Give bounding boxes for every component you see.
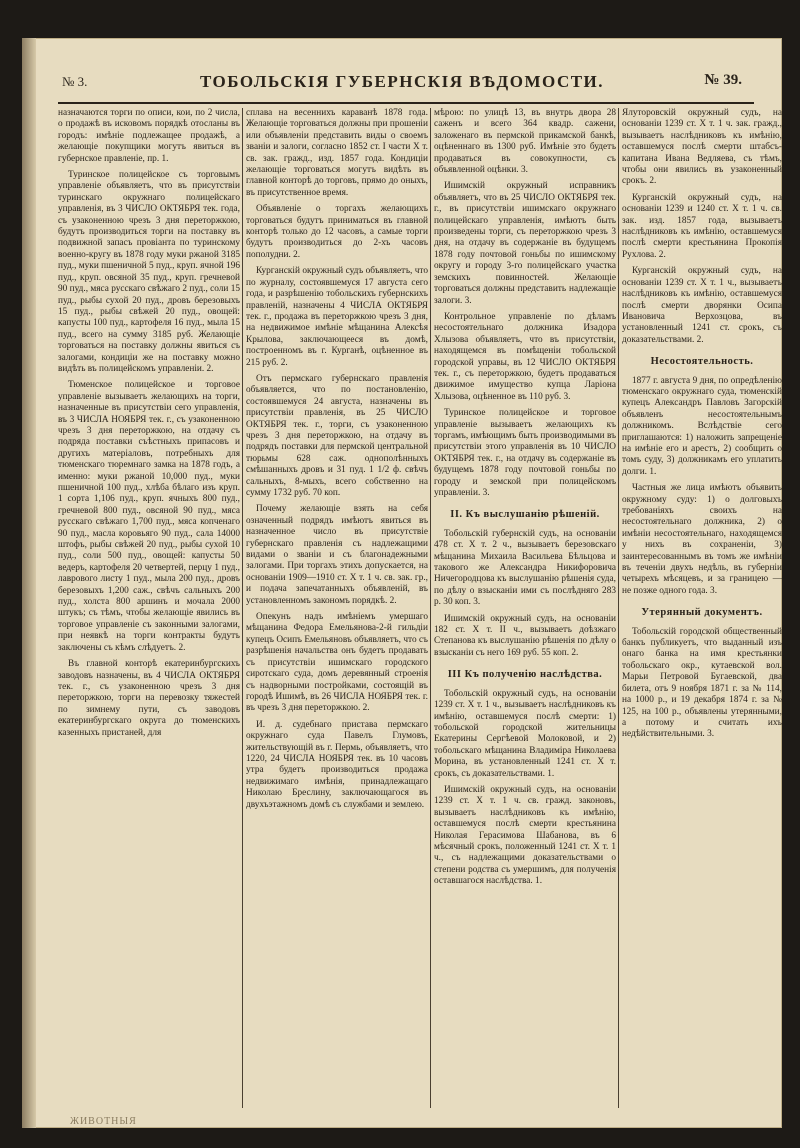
section-heading: Утерянный документъ. bbox=[641, 607, 763, 619]
column-4 bbox=[622, 108, 782, 1116]
column-divider bbox=[242, 108, 243, 1108]
faded-stamp: ЖИВОТНЫЯ bbox=[70, 1116, 137, 1127]
page-number: № 3. bbox=[62, 74, 88, 89]
notice-paragraph: Опекунъ надъ имѣніемъ умершаго мѣщанина Федора Емельянова-2-й гильдіи купецъ Осипъ Емельяновъ объявляетъ, что съ разрѣшенія начальства онъ будетъ продавать съ присутствіи ишимскаго городского сиротскаго суда, домъ деревянный строенія съ надворными постройками, состоящій въ городѣ Ишимѣ, въ 26 ЧИСЛА НОЯБРЯ тек. г. въ чрезъ 3 дня переторжкою. 2. bbox=[246, 612, 428, 714]
notice-paragraph: Тобольскій окружный судъ, на основаніи 1239 ст. X т. 1 ч., вызываетъ наслѣдниковъ къ имѣнію, оставшемуся послѣ смерти: 1) тобольской городской жительницы Екатерины Сергѣевой Молоковой, и 2) тобольскаго мѣщанина Владиміра Николаева Морина, въ установленный 1241 ст. X т. срокъ, съ доказательствами. 1. bbox=[434, 688, 616, 779]
notice-paragraph: Отъ пермскаго губернскаго правленія объявляется, что по постановленію, состоявшемуся 24 августа, назначены въ присутствіи правленія, въ 25 ЧИСЛО ОКТЯБРЯ тек. г., торги, съ узаконенною чрезъ 3 дня переторжкою, на отдачу въ подрядъ поставки для пермской центральной тюрьмы 628 саж. однополѣнныхъ смѣшанныхъ дровъ и 31 пуд. 1 1/2 ф. свѣчъ сальныхъ, 8-мыхъ, всего собственно на сумму 1732 руб. 70 коп. bbox=[246, 373, 428, 498]
newspaper-page bbox=[22, 38, 782, 1128]
column-3 bbox=[434, 108, 616, 1116]
column-2 bbox=[246, 108, 428, 1116]
notice-paragraph: Курганскій окружный судъ, на основаніи 1239 и 1240 ст. X т. 1 ч. св. зак. изд. 1857 года, вызываетъ наслѣдниковъ къ имѣнію, оставшемуся послѣ смерти крестьянина Прокопія Рухлова. 2. bbox=[622, 192, 782, 260]
section-heading: III Къ полученію наслѣдства. bbox=[447, 669, 603, 681]
header-rule bbox=[58, 102, 754, 104]
page-binding-edge bbox=[22, 38, 36, 1128]
column-1 bbox=[58, 108, 240, 1116]
column-divider bbox=[618, 108, 619, 1108]
notice-paragraph: назначаются торги по описи, кои, по 2 числа, о продажѣ въ исковомъ порядкѣ отосланы въ городъ: имѣніе подлежащее продажѣ, а желающіе покупщики могутъ явиться въ губернское правленіе, пр. 1. bbox=[58, 108, 240, 164]
issue-number: № 39. bbox=[704, 72, 742, 88]
notice-paragraph: Тюменское полицейское и торговое управленіе вызываетъ желающихъ на торги, назначенные въ присутствіи сего управленія, въ 3 ЧИСЛА НОЯБРЯ тек. г., съ узаконенною чрезъ 3 дня переторжкою, на отдачу съ подряда поставки съѣстныхъ припасовъ и другихъ матеріаловъ, потребныхъ для тюменскаго тюремнаго замка на 1878 годъ, а именно: муки ржаной 10,000 пуд., муки пшеничной 100 пуд., хлѣба бѣлаго изъ круп. 1 сорта 1,106 пуд., круп. ячныхъ 800 пуд., гречневой 800 пуд., овсяной 90 пуд., мяса русскаго свѣжаго 1,700 пуд., мяса копченаго 90 пуд., масла коровьяго 90 пуд., сала 14000 штофъ, рыбы свѣжей 20 пуд., рыбы сухой 10 пуд., соли 500 пуд., овощей: капусты 50 ведеръ, картофеля 20 четвертей, перцу 1 пуд., лаврового листу 1 пуд., мыла 200 пуд., дровъ березовыхъ 1,200 саж., свѣчъ сальныхъ 200 пуд., холста 800 аршинъ и мочала 2000 штукъ; съ тѣмъ, чтобы желающіе явились въ торговое управленіе съ законными залогами, при неявкѣ на торги контракты будутъ заключены съ кѣмъ слѣдуетъ. 2. bbox=[58, 380, 240, 653]
notice-paragraph: Тобольскій городской общественный банкъ публикуетъ, что выданный изъ онаго банка на имя крестьянки тобольскаго окр., кутаевской вол. Марьи Петровой Бугаевской, два билета, отъ 9 ноября 1871 г. за № 114, на 1000 р., и 19 декабря 1874 г. за № 125, на 100 р., объявлены утерянными, а потому и считать ихъ недѣйствительными. 3. bbox=[622, 626, 782, 740]
notice-paragraph: мѣрою: по улицѣ 13, въ внутрь двора 28 саженъ и всего 364 квадр. сажени, заложенаго въ пермской прикамской банкѣ, оцѣненнаго въ 1300 руб. Имѣніе это будетъ продаваться въ совокупности, съ объявленной оцѣнки. 3. bbox=[434, 108, 616, 176]
notice-paragraph: Туринское полицейское и торговое управленіе вызываетъ желающихъ къ торгамъ, имѣющимъ быть производимыми въ присутствіи этого управленія въ 10 ЧИСЛО ОКТЯБРЯ тек. г., на отдачу въ содержаніе въ будущемъ 1878 году почтовой гоньбы по городу и земской при полицейскомъ управленіи. 3. bbox=[434, 408, 616, 498]
notice-paragraph: Курганскій окружный судъ, на основаніи 1239 ст. X т. 1 ч., вызываетъ наслѣдниковъ къ имѣнію, оставшемуся послѣ смерти дворянки Осипа Ивановича Верхозцова, въ установленный 1241 ст. срокъ, съ доказательствами. 2. bbox=[622, 266, 782, 345]
notice-paragraph: Тобольскій губернскій судъ, на основаніи 478 ст. X т. 2 ч., вызываетъ березовскаго мѣщанина Михаила Васильева Бѣльцова и такового же Александра Никифоровича Ничегородцова къ выслушанію рѣшенія суда, по дѣлу о взысканіи ими съ послѣдняго 283 р. 30 коп. 3. bbox=[434, 528, 616, 608]
notice-paragraph: Въ главной конторѣ екатеринбургскихъ заводовъ назначены, въ 4 ЧИСЛА ОКТЯБРЯ тек. г., съ узаконенною чрезъ 3 дня переторжкою, торги на перевозку тяжестей по зимнему пути, съ заводовъ екатеринбургскаго округа до тюменскихъ казенныхъ пристаней, для bbox=[58, 659, 240, 738]
notice-paragraph: Контрольное управленіе по дѣламъ несостоятельнаго должника Изадора Хлызова объявляетъ, что въ присутствіи, находящемся въ помѣщеніи тобольской городской управы, въ 12 ЧИСЛО ОКТЯБРЯ тек. г., съ переторжкою, будетъ продаваться движимое имущество купца Ларіона Хлызова, оцѣненное въ 110 руб. 3. bbox=[434, 311, 616, 402]
notice-paragraph: сплава на весеннихъ караванѣ 1878 года. Желающіе торговаться должны при прошеніи или объявленіи представить виды о своемъ званіи и залоги, согласно 1852 ст. I части X т. св. зак. гражд., изд. 1857 года. Кондиціи желающіе торговаться могутъ видѣть въ главной конторѣ до торговъ, прямо до оныхъ, въ присутственное время. bbox=[246, 108, 428, 198]
notice-paragraph: Ишимскій окружный судъ, на основаніи 1239 ст. X т. 1 ч. св. гражд. законовъ, вызываетъ наслѣдниковъ къ имѣнію, оставшемуся послѣ смерти крестьянина Николая Герасимова Шабанова, въ 6 мѣсячный срокъ, положенный 1241 ст. X т. 1 ч., съ надлежащими доказательствами о степени родства съ умершимъ, для полученія оставшагося наслѣдства. 1. bbox=[434, 784, 616, 887]
notice-paragraph: И. д. судебнаго пристава пермскаго окружнаго суда Павелъ Глумовъ, жительствующій въ г. Пермь, объявляетъ, что 1220, 24 ЧИСЛА НОЯБРЯ тек. въ 10 часовъ утра будетъ производиться продажа недвижимаго имѣнія, принадлежащаго Николаю Бреслину, заключающагося въ двухъэтажномъ домѣ съ службами и землею. bbox=[246, 719, 428, 810]
notice-paragraph: Частныя же лица имѣютъ объявить окружному суду: 1) о долговыхъ требованіяхъ своихъ на несостоятельнаго должника, 2) о имѣніи несостоятельнаго, находящемся у нихъ въ сохраненіи, 3) заинтересованнымъ въ томъ же имѣніи въ теченіи двухъ недѣль, въ губерніи четырехъ мѣсяцевъ, и за границею — не позже одного года. 3. bbox=[622, 483, 782, 596]
section-heading: Несостоятельность. bbox=[650, 356, 754, 368]
newspaper-title: ТОБОЛЬСКІЯ ГУБЕРНСКІЯ ВѢДОМОСТИ. bbox=[199, 72, 605, 91]
notice-paragraph: Ишимскій окружный судъ, на основаніи 182 ст. X т. II ч., вызываетъ доѣзжаго Степанова къ выслушанію рѣшенія по дѣлу о взысканіи съ него 169 руб. 55 коп. 2. bbox=[434, 613, 616, 658]
page-header bbox=[62, 68, 742, 98]
notice-paragraph: Почему желающіе взять на себя означенный подрядъ имѣютъ явиться въ назначенное число въ присутствіе губернскаго правленія съ надлежащими видами о званіи и съ благонадежными залогами. При торгахъ этихъ допускается, на основаніи 1909—1910 ст. X т. 1 ч. св. зак. гр., и подача запечатанныхъ объявленій, въ установленномъ закономъ порядкѣ. 2. bbox=[246, 504, 428, 606]
notice-paragraph: Объявленіе о торгахъ желающихъ торговаться будутъ приниматься въ главной конторѣ только до 12 часовъ, а самые торги будутъ производиться до 2-хъ часовъ пополудни. 2. bbox=[246, 204, 428, 260]
notice-paragraph: Ишимскій окружный исправникъ объявляетъ, что въ 25 ЧИСЛО ОКТЯБРЯ тек. г., въ присутствіи ишимскаго окружнаго полицейскаго управленія, имѣютъ быть произведены торги, съ переторжкою чрезъ 3 дня, на отдачу въ содержаніе въ будущемъ 1878 году почтовой гоньбы по ишимскому округу и городу 3-го полицейскаго участка земскихъ повинностей. Желающіе торговаться должны представить надлежащіе залоги. 3. bbox=[434, 181, 616, 306]
notice-paragraph: Ялуторовскій окружный судъ, на основаніи 1239 ст. X т. 1 ч. зак. гражд., вызываетъ наслѣдниковъ къ имѣнію, оставшемуся послѣ смерти штабсъ-капитана Ивана Ведляева, съ тѣмъ, чтобы они явились въ узаконенный срокъ. 2. bbox=[622, 108, 782, 187]
section-heading: II. Къ выслушанію рѣшеній. bbox=[450, 509, 600, 521]
column-divider bbox=[430, 108, 431, 1108]
notice-paragraph: Туринское полицейское съ торговымъ управленіе объявляетъ, что въ присутствіи туринскаго окружнаго полицейскаго управленія, въ 3 ЧИСЛО ОКТЯБРЯ тек. года, съ узаконенною чрезъ 3 дня переторжкою, будутъ производиться торги на поставку въ подвижной запасъ провіанта по туринскому военно-кругу въ 1878 году муки ржаной 3185 пуд., муки пшеничной 5 пуд., круп. ячной 196 пуд., круп. овсяной 35 пуд., круп. гречневой 90 пуд., мяса русскаго свѣжаго 2 пуд., соли 15 пуд., рыбы сухой 20 пуд., дровъ березовыхъ 15 пуд., рыбы свѣжей 20 пуд., овощей: капусты 100 пуд., картофеля 16 пуд., мыла 15 пуд., всего на сумму 3185 руб. Желающіе торговаться на поставку должны явиться съ залогами, кондиціи же на поставку можно видѣть въ полицейскомъ управленіи. 2. bbox=[58, 170, 240, 374]
notice-paragraph: Курганскій окружный судъ объявляетъ, что по журналу, состоявшемуся 17 августа сего года, и разрѣшенію тобольскихъ губернскихъ правленій, назначены 4 ЧИСЛА ОКТЯБРЯ тек. г., продажа въ переторжкою чрезъ 3 дня, на недвижимое имѣніе мѣщанина Алексѣя Крылова, заключающееся въ домѣ, построенномъ въ г. Курганѣ, оцѣненное въ 215 руб. 2. bbox=[246, 266, 428, 368]
notice-paragraph: 1877 г. августа 9 дня, по опредѣленію тюменскаго окружнаго суда, тюменскій купецъ Александръ Павловъ Загорскій объявленъ несостоятельнымъ должникомъ. Вслѣдствіе сего приглашаются: 1) наложить запрещеніе на имѣніе его и арестъ, 2) сообщить о томъ суду, 3) должникамъ его уплатить долги. 1. bbox=[622, 375, 782, 477]
